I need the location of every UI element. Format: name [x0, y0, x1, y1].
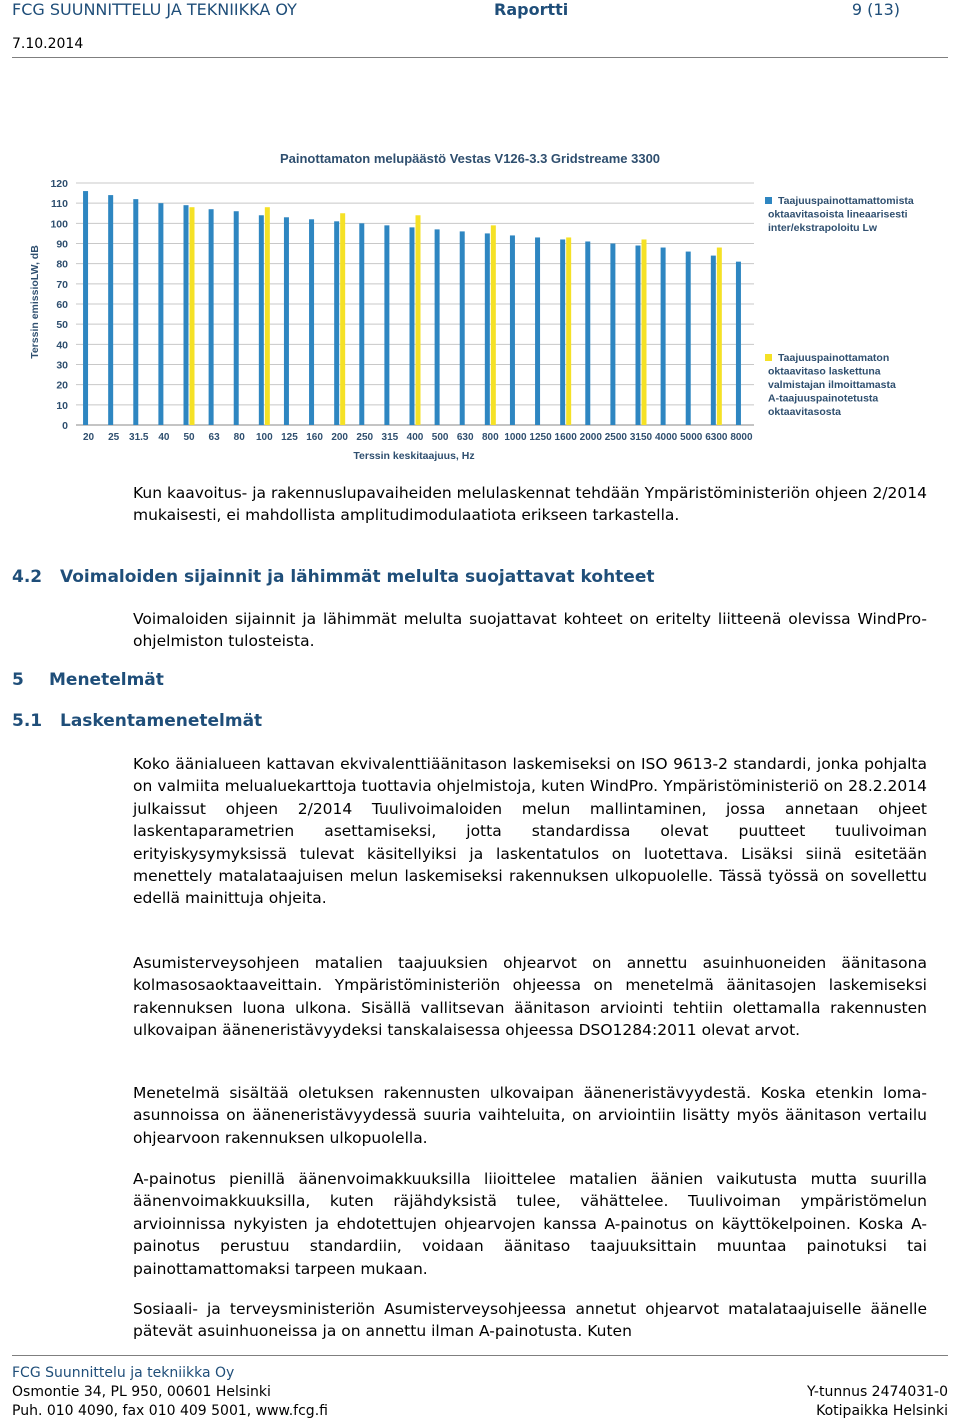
legend-swatch	[765, 354, 772, 361]
chart-y-axis-label: Terssin emissioLW, dB	[29, 245, 41, 359]
section-number: 4.2	[12, 567, 43, 587]
chart-bar-blue	[410, 227, 415, 425]
chart-x-axis-label: Terssin keskitaajuus, Hz	[353, 450, 475, 462]
chart-x-tick-label: 630	[456, 432, 474, 443]
chart-bar-blue	[535, 237, 540, 425]
chart-y-tick-label: 120	[50, 178, 68, 190]
chart-y-tick-label: 30	[56, 359, 68, 372]
header-company: FCG SUUNNITTELU JA TEKNIIKKA OY	[12, 0, 297, 19]
chart-bar-yellow	[491, 225, 496, 425]
chart-y-tick-label: 40	[56, 339, 68, 352]
section-5-1-heading	[12, 711, 262, 731]
chart-y-tick-label: 110	[51, 198, 68, 211]
chart-bar-blue	[83, 191, 88, 425]
chart-x-tick-label: 200	[331, 432, 349, 443]
section-title: Voimaloiden sijainnit ja lähimmät melulta suojattavat kohteet	[60, 567, 655, 587]
section-title: Menetelmät	[49, 670, 164, 690]
chart-y-tick-label: 0	[62, 420, 68, 432]
emission-chart	[20, 146, 940, 466]
section-number: 5	[12, 670, 24, 690]
chart-x-tick-label: 6300	[705, 432, 728, 443]
chart-bar-blue	[610, 244, 615, 426]
chart-x-tick-label: 40	[158, 432, 170, 443]
chart-bar-yellow	[340, 213, 345, 425]
chart-legend	[765, 195, 914, 418]
footer-business-id: Y-tunnus 2474031-0	[807, 1384, 948, 1400]
chart-x-tick-label: 250	[356, 432, 374, 443]
chart-x-tick-label: 8000	[730, 432, 753, 443]
chart-bar-blue	[686, 252, 691, 425]
footer-address: Osmontie 34, PL 950, 00601 Helsinki	[12, 1384, 271, 1400]
chart-y-tick-label: 10	[56, 399, 68, 412]
chart-bar-blue	[736, 262, 741, 425]
chart-bar-blue	[158, 203, 163, 425]
chart-bar-blue	[359, 223, 364, 425]
chart-x-tick-label: 63	[208, 432, 220, 443]
chart-x-tick-label: 2500	[604, 432, 628, 443]
section-4-2-heading	[12, 567, 655, 587]
chart-title: Painottamaton melupäästö Vestas V126-3.3 Gridstreame 3300	[279, 151, 661, 166]
chart-bar-yellow	[265, 207, 270, 425]
chart-x-tick-label: 400	[406, 432, 424, 443]
chart-bar-blue	[661, 248, 666, 425]
chart-bar-yellow	[566, 237, 571, 425]
chart-y-tick-label: 80	[56, 258, 68, 271]
chart-y-tick-label: 20	[56, 379, 68, 392]
chart-x-tick-label: 2000	[579, 432, 602, 443]
chart-bar-blue	[259, 215, 264, 425]
chart-bar-yellow	[190, 207, 195, 425]
methods-paragraph-1: Koko äänialueen kattavan ekvivalenttiäänitason laskemiseksi on ISO 9613-2 standardi, jonka pohjalta on valmiita melualuekarttoja tuottavia ohjelmistoja, kuten WindPro. Ympäristöministeriö on 28.2.2014 julkaissut ohjeen 2/2014 Tuulivoimaloiden melun mallintaminen, jossa annetaan ohjeet laskentaparametrien asettamiseksi, jotta standardissa olevat puutteet tuulivoiman erityiskysymyksissä tulevat käsitellyiksi ja laskentatulos on luotettava. Lisäksi siinä esitetään menettely matalataajuisen melun laskemiseksi rakennuksen ulkopuolelle. Tässä työssä on sovellettu edellä mainittuja ohjeita.	[133, 755, 927, 908]
chart-x-tick-label: 20	[82, 432, 95, 443]
chart-x-tick-label: 500	[431, 432, 449, 443]
page-footer	[12, 1355, 948, 1421]
chart-x-tick-label: 25	[108, 432, 120, 443]
chart-bar-blue	[384, 225, 389, 425]
chart-x-tick-label: 31.5	[129, 432, 149, 443]
chart-bar-blue	[636, 246, 641, 425]
chart-y-tick-label: 90	[56, 238, 68, 251]
footer-company: FCG Suunnittelu ja tekniikka Oy	[12, 1365, 235, 1381]
chart-y-tick-label: 50	[56, 319, 68, 332]
chart-x-tick-label: 125	[281, 432, 298, 443]
section-title: Laskentamenetelmät	[60, 711, 263, 731]
header-doc-type: Raportti	[494, 0, 569, 19]
chart-x-tick-label: 3150	[629, 432, 653, 443]
legend-swatch	[765, 197, 772, 204]
header-page-number: 9 (13)	[851, 0, 900, 19]
chart-x-tick-label: 160	[306, 432, 323, 443]
intro-paragraph: Kun kaavoitus- ja rakennuslupavaiheiden melulaskennat tehdään Ympäristöministeriön ohjeen 2/2014 mukaisesti, ei mahdollista amplitudimodulaatiota erikseen tarkastella.	[133, 484, 927, 525]
chart-bar-blue	[133, 199, 138, 425]
chart-bar-blue	[234, 211, 239, 425]
section-number: 5.1	[12, 711, 43, 731]
legend-label: Taajuuspainottamattomista oktaavitasoista lineaarisesti inter/ekstrapoloitu Lw	[768, 195, 914, 234]
chart-bar-blue	[309, 219, 314, 425]
footer-contact: Puh. 010 4090, fax 010 409 5001, www.fcg.fi	[12, 1403, 328, 1419]
chart-bar-blue	[334, 221, 339, 425]
chart-x-tick-label: 1000	[504, 432, 527, 443]
section-5-heading	[12, 670, 164, 690]
chart-bar-blue	[108, 195, 113, 425]
chart-x-tick-label: 100	[255, 432, 273, 443]
chart-bar-blue	[209, 209, 214, 425]
methods-paragraph-3: Menetelmä sisältää oletuksen rakennusten ulkovaipan ääneneristävyydestä. Koska etenkin loma-asunnoissa on ääneneristävyydessä suuria vaihteluita, on arviointiin lisätty myös äänitason vertailu ohjearvoon rakennuksen ulkopuolella.	[133, 1084, 927, 1147]
chart-x-tick-label: 315	[381, 432, 399, 443]
chart-x-tick-label: 50	[183, 432, 195, 443]
chart-y-tick-label: 60	[56, 299, 68, 311]
chart-bar-blue	[560, 239, 565, 425]
chart-x-tick-label: 1600	[554, 432, 577, 443]
chart-x-tick-label: 80	[233, 432, 245, 443]
chart-bar-blue	[284, 217, 289, 425]
chart-bar-blue	[585, 241, 590, 425]
header-date: 7.10.2014	[12, 36, 84, 52]
chart-bar-yellow	[717, 248, 722, 425]
chart-bar-blue	[485, 233, 490, 425]
chart-y-ticks	[50, 178, 68, 432]
legend-label: Taajuuspainottamaton oktaavitaso laskettuna valmistajan ilmoittamasta A-taajuuspainotetusta oktaavitasosta	[768, 352, 896, 418]
header-divider	[12, 57, 948, 58]
chart-bar-blue	[711, 256, 716, 425]
chart-gridlines	[76, 183, 754, 425]
section-4-2-paragraph: Voimaloiden sijainnit ja lähimmät melulta suojattavat kohteet on eritelty liitteenä olevissa WindPro-ohjelmiston tulosteista.	[133, 610, 927, 651]
page-header	[12, 0, 948, 58]
chart-bar-blue	[510, 235, 515, 425]
chart-x-tick-label: 4000	[654, 432, 678, 443]
footer-divider	[12, 1355, 948, 1356]
footer-domicile: Kotipaikka Helsinki	[816, 1403, 948, 1419]
chart-x-ticks	[83, 432, 753, 443]
chart-bar-yellow	[642, 239, 647, 425]
chart-y-tick-label: 70	[56, 278, 68, 291]
chart-x-tick-label: 1250	[529, 432, 552, 443]
chart-x-tick-label: 800	[481, 432, 499, 443]
chart-x-tick-label: 5000	[680, 432, 703, 443]
methods-paragraph-2: Asumisterveysohjeen matalien taajuuksien ohjearvot on annettu asuinhuoneiden äänitasona kolmasosaoktaaveittain. Ympäristöministeriön ohjeessa on menetelmä äänitasojen laskemiseksi rakennuksen luona ulkona. Sisällä vallitsevan äänitason arviointi tehtiin olettamalla rakennusten ulkovaipan ääneneristävyydeksi tanskalaisessa ohjeessa DSO1284:2011 olevat arvot.	[133, 954, 927, 1040]
chart-bar-blue	[435, 229, 440, 425]
chart-y-tick-label: 100	[50, 218, 68, 231]
chart-bar-yellow	[416, 215, 421, 425]
methods-paragraph-5: Sosiaali- ja terveysministeriön Asumisterveysohjeessa annetut ohjearvot matalataajuiselle äänelle pätevät asuinhuoneissa ja on annettu ilman A-painotusta. Kuten	[133, 1300, 927, 1341]
methods-paragraph-4: A-painotus pienillä äänenvoimakkuuksilla liioittelee matalien äänien vaikutusta mutta suurilla äänenvoimakkuuksilla, kuten räjähdyksistä tulee, vähättelee. Tuulivoiman ympäristömelun arvioinnissa nykyisten ja ehdotettujen ohjearvojen kanssa A-painotus on käyttökelpoinen. Koska A-painotus perustuu standardiin, voidaan äänitaso taajuuksittain muuntaa painotuksi tai painottamattomaksi tarpeen mukaan.	[133, 1170, 927, 1278]
chart-bar-blue	[460, 231, 465, 425]
chart-bar-blue	[184, 205, 189, 425]
chart-bars	[83, 191, 741, 425]
